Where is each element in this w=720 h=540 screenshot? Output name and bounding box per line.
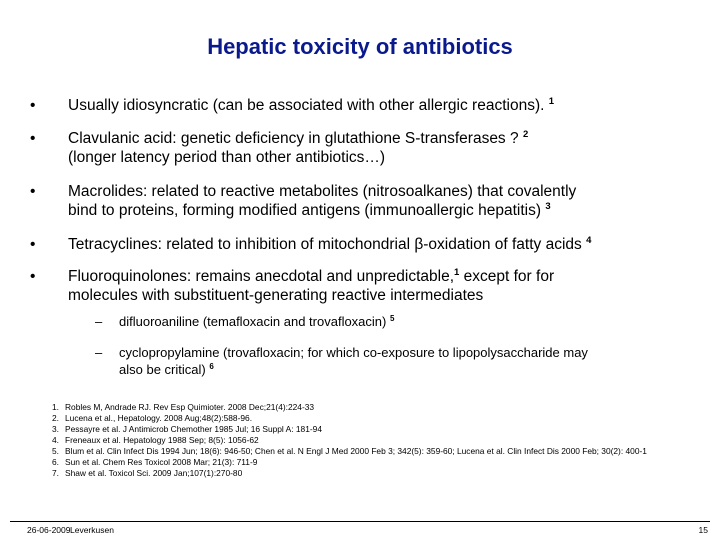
bullet-text: Fluoroquinolones: remains anecdotal and unpredictable, [68,268,455,285]
ref-marker: 5 [390,314,395,323]
reference-item [52,446,692,457]
ref-marker: 1 [548,96,555,107]
reference-text: Lucena et al., Hepatology. 2008 Aug;48(2):588-96. [65,413,253,423]
reference-text: Shaw et al. Toxicol Sci. 2009 Jan;107(1):270-80 [65,468,243,478]
bullet-text: Usually idiosyncratic (can be associated with other allergic reactions). [68,97,545,114]
reference-number: 2. [52,413,59,423]
subbullet-item [95,313,719,330]
bullet-text: (longer latency period than other antibiotics…) [68,149,386,166]
subbullet-text: also be critical) [119,362,206,377]
reference-number: 3. [52,424,59,434]
reference-item [52,402,692,413]
reference-number: 7. [52,468,59,478]
bullet-item [30,129,528,167]
ref-marker: 6 [209,362,214,371]
reference-item [52,413,692,424]
bullet-icon: • [30,236,36,253]
dash-icon: – [95,345,103,360]
reference-list [52,402,692,479]
bullet-text: Macrolides: related to reactive metabolites (nitrosoalkanes) that covalently [68,183,577,200]
ref-marker: 1 [454,267,460,278]
reference-number: 4. [52,435,59,445]
bullet-text: Clavulanic acid: genetic deficiency in glutathione S-transferases ? [68,130,519,147]
bullet-text: bind to proteins, forming modified antigens (immunoallergic hepatitis) [68,202,541,219]
reference-text: Robles M, Andrade RJ. Rev Esp Quimioter. 2008 Dec;21(4):224-33 [65,402,315,412]
bullet-icon: • [30,268,36,285]
dash-icon: – [95,314,103,329]
reference-number: 6. [52,457,59,467]
subbullet-text: cyclopropylamine (trovafloxacin; for which co-exposure to lipopolysaccharide may [119,345,588,360]
reference-text: Blum et al. Clin Infect Dis 1994 Jun; 18(6): 946-50; Chen et al. N Engl J Med 2000 Feb 3; 342(5): 359-60; Lucena et al. Clin Infect Dis 2000 Feb; 30(2): 400-1 [65,446,647,456]
slide-title: Hepatic toxicity of antibiotics [207,34,513,59]
footer-date: 26-06-2009 [27,525,71,535]
reference-item [52,468,692,479]
subbullet-text: difluoroaniline (temafloxacin and trovafloxacin) [119,314,387,329]
reference-text: Pessayre et al. J Antimicrob Chemother 1985 Jul; 16 Suppl A: 181-94 [65,424,322,434]
page-number: 15 [698,525,708,535]
bullet-icon: • [30,130,36,147]
ref-marker: 3 [545,201,551,212]
subbullet-item [95,344,719,378]
bullet-text: Tetracyclines: related to inhibition of mitochondrial β-oxidation of fatty acids [68,236,582,253]
footer-divider [10,521,710,522]
reference-text: Sun et al. Chem Res Toxicol 2008 Mar; 21(3): 711-9 [65,457,258,467]
reference-item [52,435,692,446]
bullet-text: molecules with substituent-generating reactive intermediates [68,287,484,304]
reference-number: 1. [52,402,59,412]
bullet-item [30,235,591,254]
bullet-item [30,96,554,115]
reference-item [52,424,692,435]
reference-item [52,457,692,468]
reference-number: 5. [52,446,59,456]
footer-location: Leverkusen [70,525,114,535]
bullet-text: except for for [459,268,555,285]
ref-marker: 2 [522,129,529,140]
bullet-icon: • [30,97,36,114]
bullet-item [30,182,576,220]
reference-text: Freneaux et al. Hepatology 1988 Sep; 8(5): 1056-62 [65,435,259,445]
bullet-item [30,267,554,305]
bullet-icon: • [30,183,36,200]
ref-marker: 4 [586,235,592,246]
